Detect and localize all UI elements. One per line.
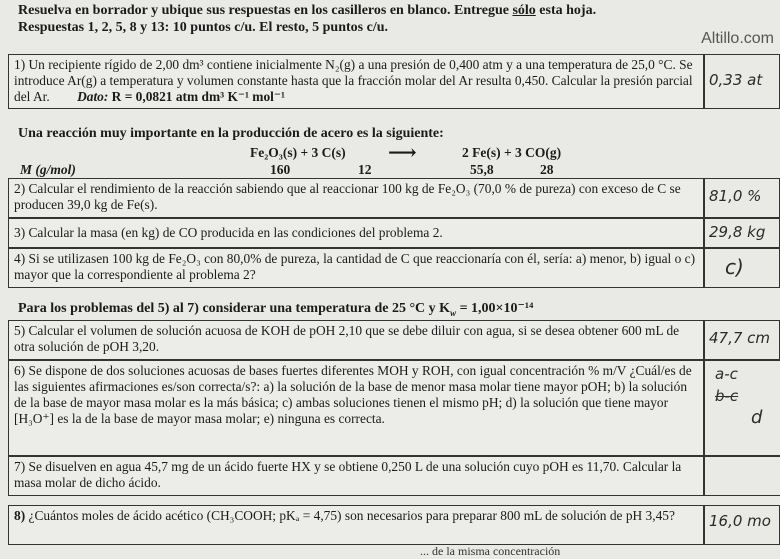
question-5-text: Calcular el volumen de solución acuosa de KOH de pOH 2,10 que se debe diluir con agua, si se desea obtener 600 mL de otra solución de pOH 3,20.: [14, 323, 680, 354]
answer-2-box[interactable]: 81,0 %: [704, 178, 780, 218]
question-5-number: 5): [14, 323, 26, 338]
question-6-text: Se dispone de dos soluciones acuosas de bases fuertes diferentes MOH y ROH, con igual concentración % m/V ¿Cuál/es de las siguientes afirmaciones es/son correcta/s?: a) la solución de la base de menor masa molar tiene mayor pOH; b) la solución de la base de mayor masa molar es la más básica; c) ambas soluciones tienen el mismo pH; d) la solución que tiene mayor [H₃O⁺] es la de la base de mayor masa molar; e) ninguna es correcta.: [14, 363, 692, 426]
molar-mass-fe: 55,8: [470, 162, 494, 177]
question-1-text: Un recipiente rígido de 2,00 dm³ contiene inicialmente N₂(g) a una presión de 0,400 atm y a una temperatura de 25,0 °C. Se introduce Ar(g) a temperatura y volumen constante hasta que la fracción molar del Ar resulta 0,450. Calcular la presión parcial del Ar.: [14, 57, 693, 104]
solo-underlined: sólo: [512, 3, 536, 18]
altillo-logo: Altillo.com: [701, 30, 774, 47]
question-2-number: 2): [14, 181, 26, 196]
answer-5-box[interactable]: 47,7 cm: [704, 320, 780, 360]
reaction-right: 2 Fe(s) + 3 CO(g): [462, 145, 562, 160]
question-3-text: Calcular la masa (en kg) de CO producida en las condiciones del problema 2.: [25, 225, 443, 240]
answer-6-box[interactable]: [704, 360, 780, 456]
question-7-text: Se disuelven en agua 45,7 mg de un ácido fuerte HX y se obtiene 0,250 L de una solución cuyo pOH es 11,70. Calcular la masa molar de dicho ácido.: [14, 459, 682, 490]
question-8-box: [8, 505, 704, 545]
question-1-box: [8, 54, 704, 109]
molar-mass-c: 12: [358, 162, 372, 177]
section-3-title: Para los problemas del 5) al 7) considerar una temperatura de 25 °C y $K_w = 1,00\times 10^{-14}$: [18, 301, 534, 318]
answer-7-box[interactable]: [704, 456, 780, 496]
question-5-box: [8, 320, 704, 360]
question-8-text: ¿Cuántos moles de ácido acético (CH₃COOH; pKₐ = 4,75) son necesarios para preparar 800 mL de solución de pH 3,45?: [25, 508, 675, 523]
instructions-header: [18, 2, 718, 36]
question-4-text: Si se utilizasen 100 kg de Fe₂O₃ con 80,0% de pureza, la cantidad de C que reaccionaría con él, sería: a) menor, b) igual o c) mayor que la correspondiente al problema 2?: [14, 251, 696, 282]
next-question-cut-text: ... de la misma concentración: [420, 544, 561, 558]
question-1-dato-label: Dato:: [77, 89, 109, 104]
molar-mass-fe2o3: 160: [270, 162, 291, 177]
question-6-box: [8, 360, 704, 456]
question-8-number: 8): [14, 508, 26, 523]
answer-1-box[interactable]: 0,33 at: [704, 54, 780, 109]
question-7-box: [8, 456, 704, 496]
instructions-line-1: Resuelva en borrador y ubique sus respuestas en los casilleros en blanco. Entregue sólo esta hoja.: [18, 3, 597, 18]
instructions-line-2: Respuestas 1, 2, 5, 8 y 13: 10 puntos c/u. El resto, 5 puntos c/u.: [18, 20, 389, 35]
kw-subscript: w: [450, 307, 457, 318]
answer-6-mark-1: a-c: [715, 365, 738, 383]
molar-mass-label: M (g/mol): [20, 162, 76, 177]
question-2-text: Calcular el rendimiento de la reacción sabiendo que al reaccionar 100 kg de Fe₂O₃ (70,0 % de pureza) con exceso de C se producen 39,0 kg de Fe(s).: [14, 181, 681, 212]
question-4-number: 4): [14, 251, 26, 266]
reaction-arrow: ⟶: [388, 142, 417, 164]
question-7-number: 7): [14, 459, 26, 474]
question-4-box: [8, 248, 704, 288]
reaction-left: Fe₂O₃(s) + 3 C(s): [250, 145, 346, 160]
question-3-box: [8, 218, 704, 248]
section-2-title: Una reacción muy importante en la producción de acero es la siguiente:: [18, 126, 444, 141]
answer-3-box[interactable]: 29,8 kg: [704, 218, 780, 248]
question-1-dato: R = 0,0821 atm dm³ K⁻¹ mol⁻¹: [108, 89, 285, 104]
answer-8-box[interactable]: 16,0 mo: [704, 505, 780, 545]
question-6-number: 6): [14, 363, 26, 378]
question-1-number: 1): [14, 57, 26, 72]
question-3-number: 3): [14, 225, 26, 240]
answer-6-mark-2: b-c: [715, 387, 739, 405]
answer-4-box[interactable]: c): [704, 248, 780, 288]
answer-6-mark-3: d: [751, 407, 763, 428]
question-2-box: [8, 178, 704, 218]
kw-value: = 1,00×10⁻¹⁴: [456, 301, 534, 316]
molar-mass-co: 28: [540, 162, 554, 177]
